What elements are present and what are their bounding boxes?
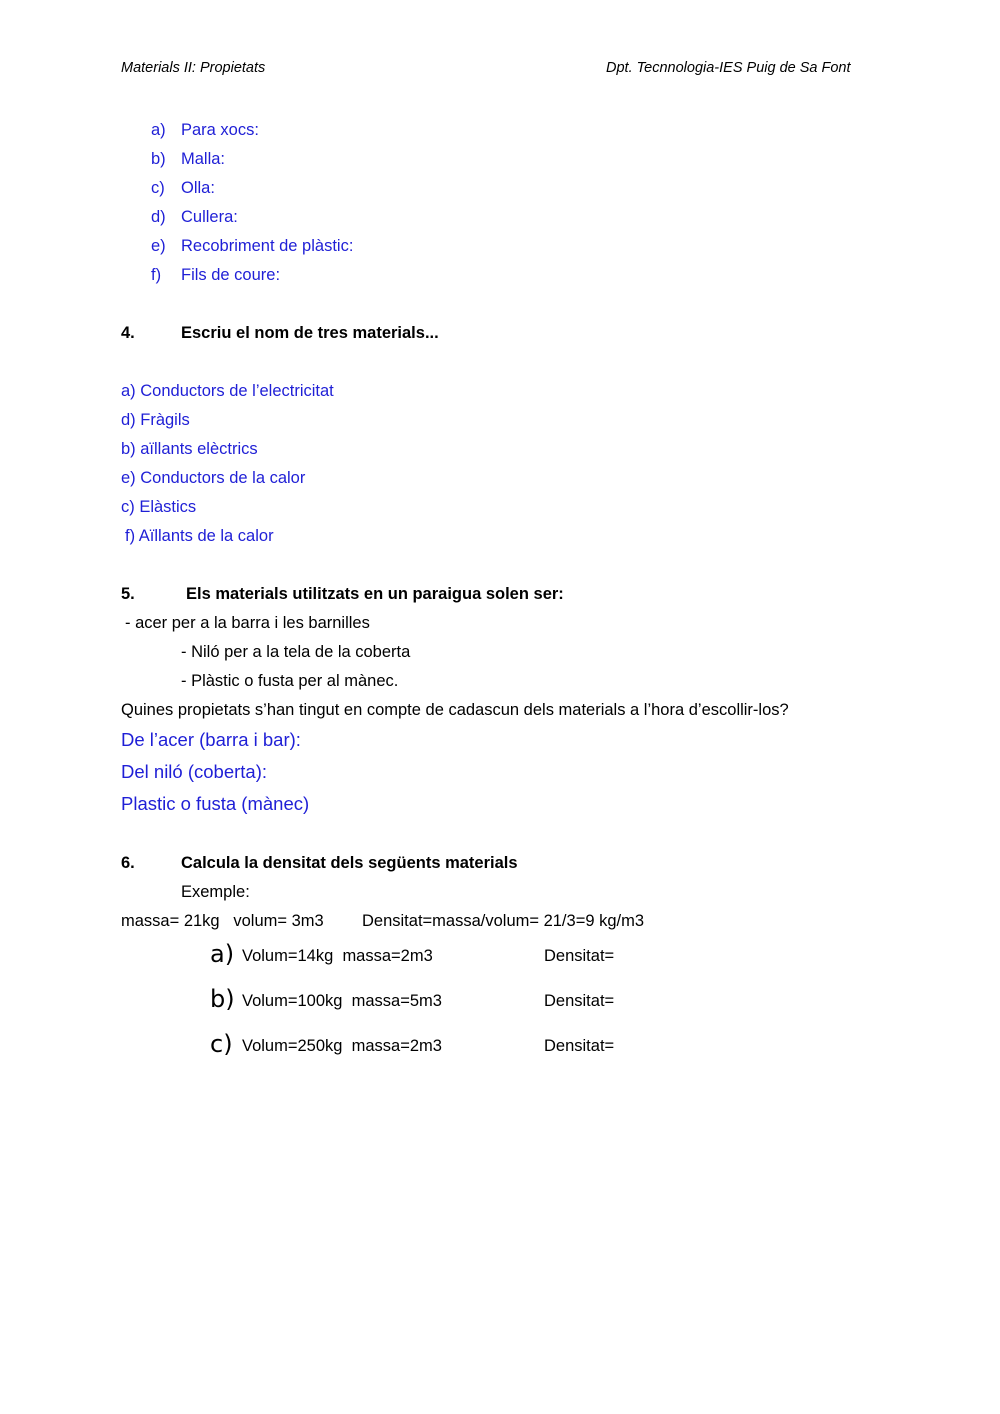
q5-number: 5. bbox=[121, 585, 135, 603]
q6-example-formula: Densitat=massa/volum= 21/3=9 kg/m3 bbox=[362, 912, 645, 930]
q4-item: b) aïllants elèctrics bbox=[121, 440, 258, 458]
uses-letter: c) bbox=[151, 179, 165, 197]
q4-item: e) Conductors de la calor bbox=[121, 469, 306, 487]
q5-line: - Plàstic o fusta per al mànec. bbox=[181, 672, 399, 690]
uses-item: Cullera: bbox=[181, 208, 238, 226]
uses-letter: f) bbox=[151, 266, 162, 284]
q6-exercise: Volum=100kg massa=5m3 bbox=[242, 992, 442, 1010]
q6-letter: b) bbox=[210, 985, 235, 1013]
q6-result: Densitat= bbox=[544, 947, 615, 965]
header-left: Materials II: Propietats bbox=[121, 60, 266, 76]
q6-letter: c) bbox=[210, 1030, 233, 1058]
header-right: Dpt. Tecnnologia-IES Puig de Sa Font bbox=[606, 60, 851, 76]
q6-result: Densitat= bbox=[544, 1037, 615, 1055]
q4-number: 4. bbox=[121, 324, 135, 342]
q4-item: d) Fràgils bbox=[121, 411, 190, 429]
q5-answer: Plastic o fusta (mànec) bbox=[121, 793, 310, 814]
q5-title: Els materials utilitzats en un paraigua solen ser: bbox=[186, 585, 564, 603]
q6-title: Calcula la densitat dels següents materials bbox=[181, 854, 518, 872]
uses-letter: a) bbox=[151, 121, 166, 139]
q6-number: 6. bbox=[121, 854, 135, 872]
q6-example-label: Exemple: bbox=[181, 883, 250, 901]
q4-title: Escriu el nom de tres materials... bbox=[181, 324, 439, 342]
uses-letter: d) bbox=[151, 208, 166, 226]
uses-letter: b) bbox=[151, 150, 166, 168]
q6-exercise: Volum=250kg massa=2m3 bbox=[242, 1037, 442, 1055]
q4-item: c) Elàstics bbox=[121, 498, 197, 516]
q6-exercise: Volum=14kg massa=2m3 bbox=[242, 947, 433, 965]
q4-item: a) Conductors de l’electricitat bbox=[121, 382, 334, 400]
q6-example-values: massa= 21kg volum= 3m3 bbox=[121, 912, 324, 930]
q5-line: - Niló per a la tela de la coberta bbox=[181, 643, 411, 661]
uses-letter: e) bbox=[151, 237, 166, 255]
q6-result: Densitat= bbox=[544, 992, 615, 1010]
q5-answer: De l’acer (barra i bar): bbox=[121, 729, 301, 750]
q6-letter: a) bbox=[210, 940, 235, 968]
uses-item: Fils de coure: bbox=[181, 266, 281, 284]
q5-question: Quines propietats s’han tingut en compte de cadascun dels materials a l’hora d’escollir-los? bbox=[121, 701, 789, 719]
uses-item: Olla: bbox=[181, 179, 215, 197]
q5-answer: Del niló (coberta): bbox=[121, 761, 268, 782]
uses-item: Para xocs: bbox=[181, 121, 259, 139]
uses-item: Recobriment de plàstic: bbox=[181, 237, 354, 255]
uses-item: Malla: bbox=[181, 150, 226, 168]
q5-line: - acer per a la barra i les barnilles bbox=[125, 614, 370, 632]
q4-item: f) Aïllants de la calor bbox=[125, 527, 274, 545]
